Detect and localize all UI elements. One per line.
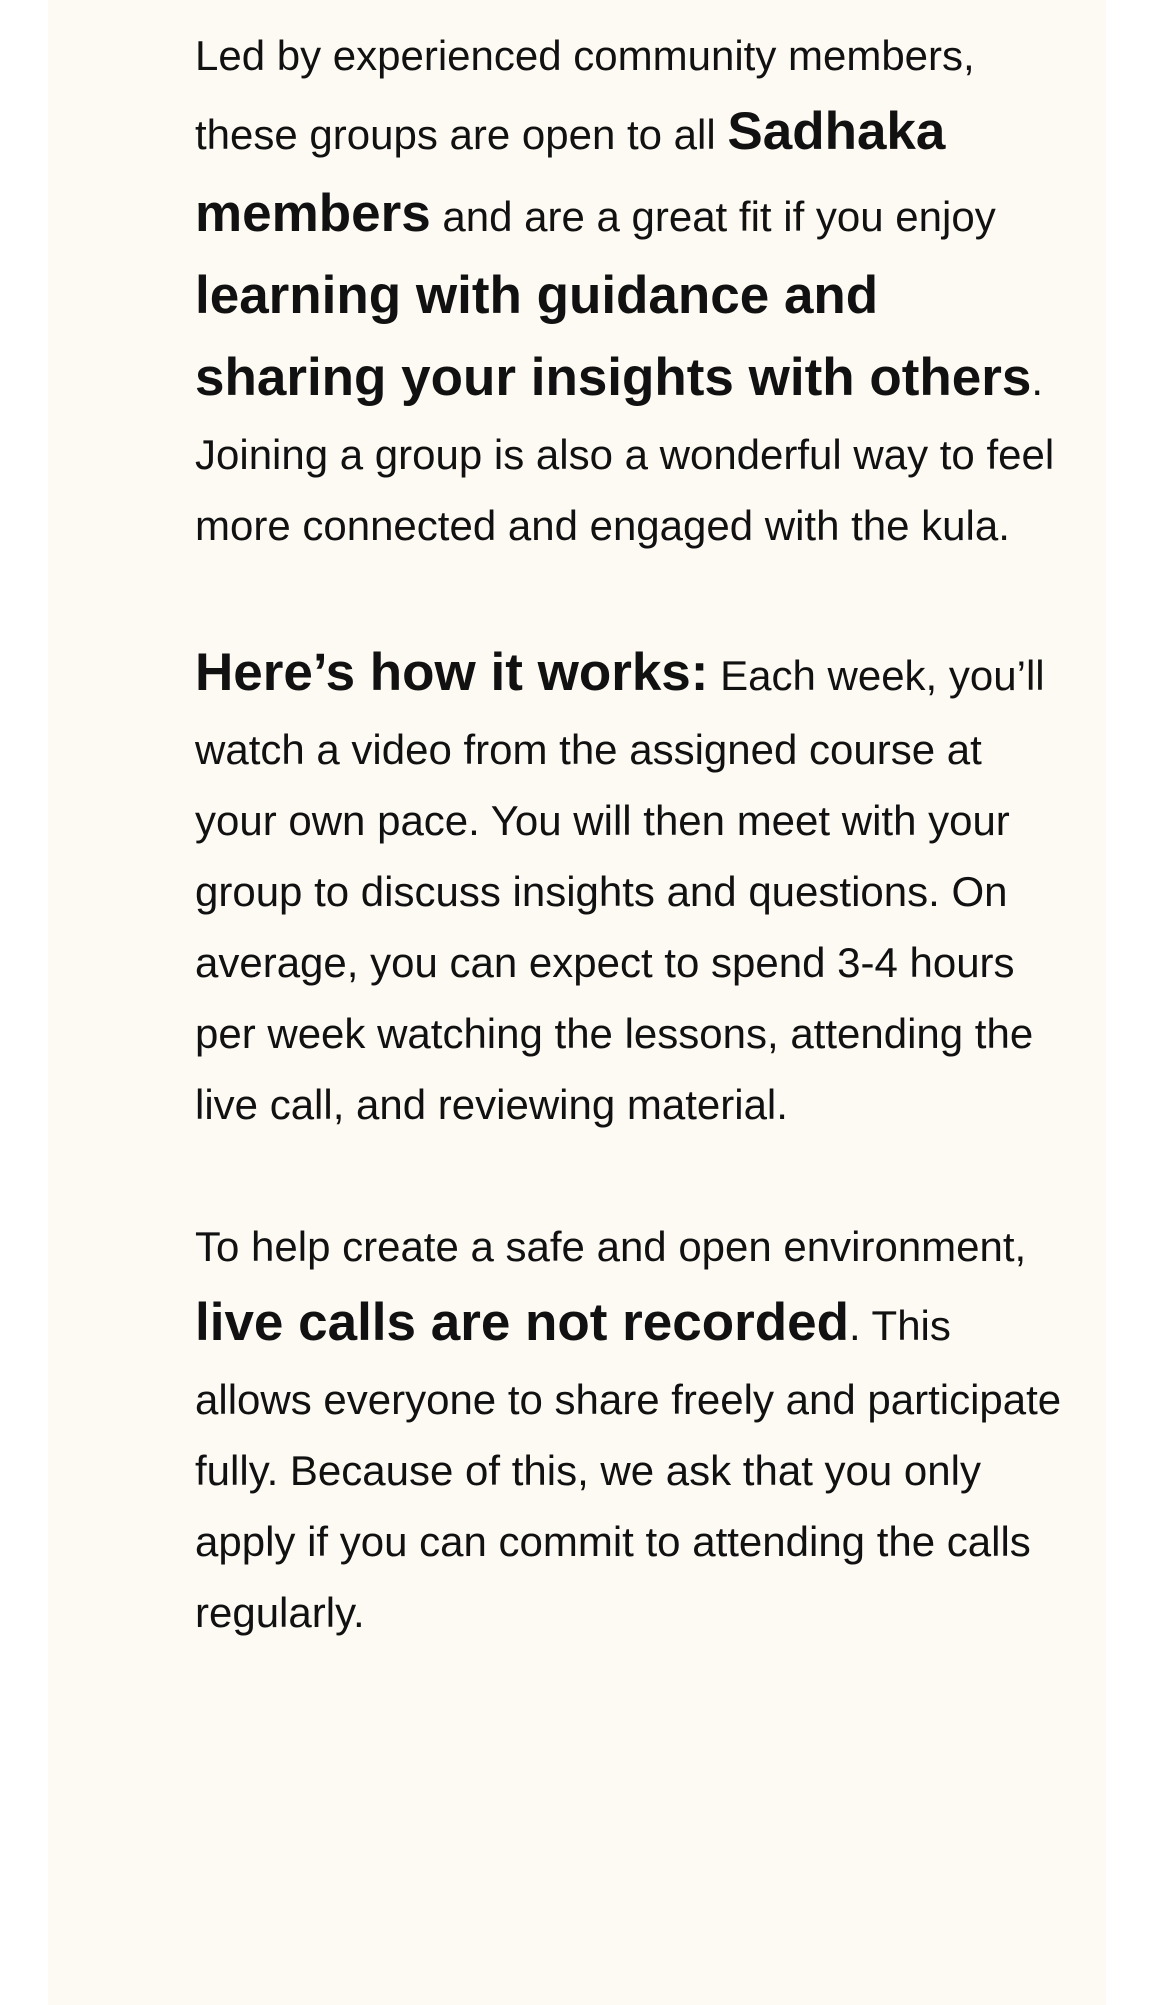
emphasis-text: learning with guidance and sharing your insights with others <box>195 266 1032 407</box>
paragraph-how-it-works <box>195 632 1065 1140</box>
text-segment: . Joining a group is also a wonderful way to feel more connected and engaged with the kula. <box>195 357 1055 549</box>
text-segment: To help create a safe and open environment, <box>195 1223 1027 1270</box>
text-segment: Led by experienced community members, these groups are open to all <box>195 32 975 158</box>
emphasis-text: Here’s how it works: <box>195 643 709 702</box>
content-card <box>48 0 1106 2005</box>
emphasis-text: Sadhaka members <box>195 102 946 243</box>
text-segment: Each week, you’ll watch a video from the assigned course at your own pace. You will then meet with your group to discuss insights and questions. On average, you can expect to spend 3-4 hours per week watching the lessons, attending the live call, and reviewing material. <box>195 652 1045 1128</box>
article-body <box>195 20 1065 1648</box>
emphasis-text: live calls are not recorded <box>195 1293 849 1352</box>
text-segment: and are a great fit if you enjoy <box>430 193 996 240</box>
paragraph-recording-policy <box>195 1211 1065 1648</box>
paragraph-intro <box>195 20 1065 561</box>
text-segment: . This allows everyone to share freely and participate fully. Because of this, we ask that you only apply if you can commit to attending the calls regularly. <box>195 1302 1062 1636</box>
